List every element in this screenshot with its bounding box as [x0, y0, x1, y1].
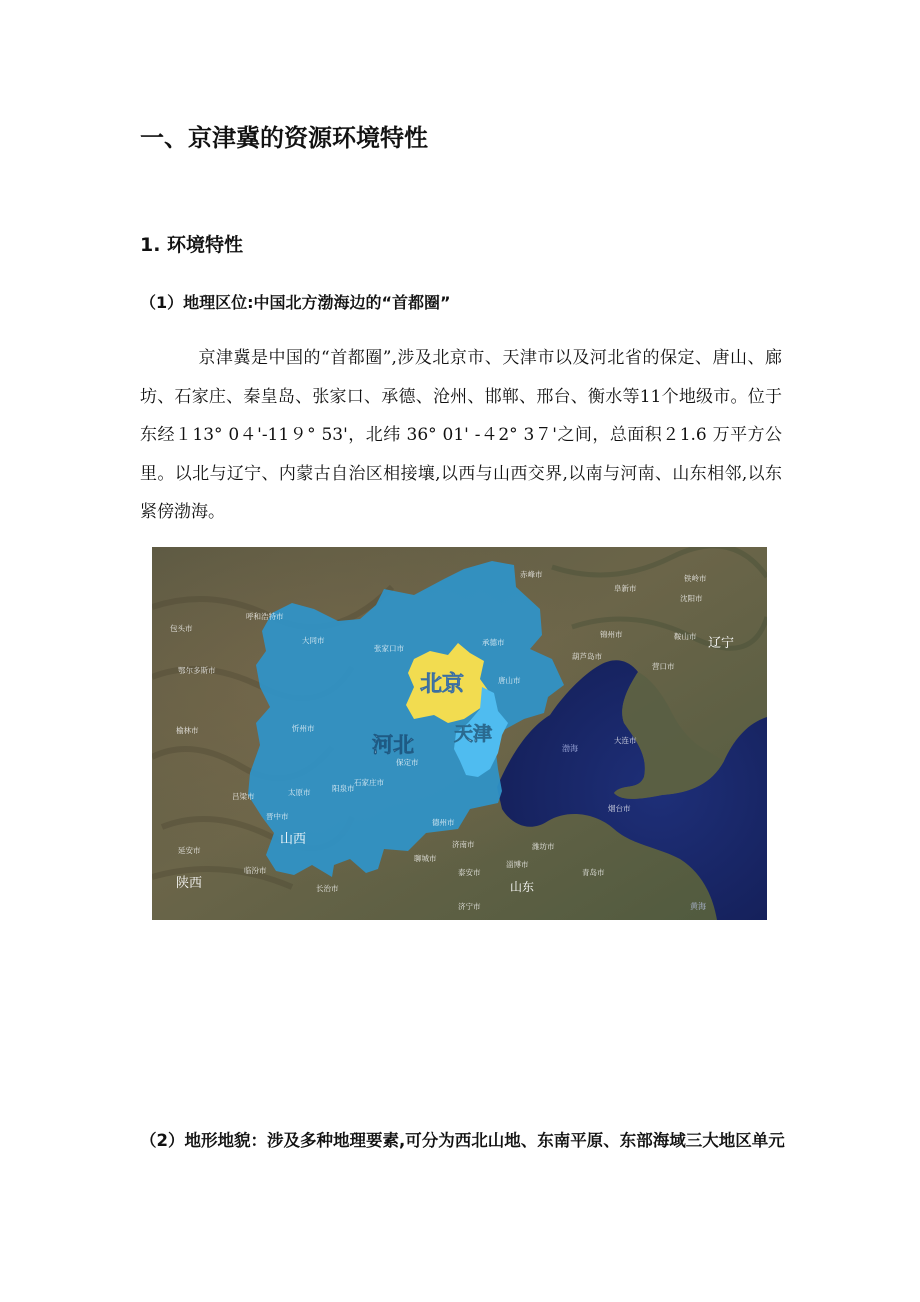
city-jinan: 济南市	[452, 840, 475, 849]
city-chifeng: 赤峰市	[520, 570, 543, 579]
city-yingkou: 营口市	[652, 662, 675, 671]
city-jinzhou: 锦州市	[600, 630, 623, 639]
city-zhangjiakou: 张家口市	[374, 644, 404, 653]
section-heading: 一、京津冀的资源环境特性	[140, 124, 428, 152]
city-fuxin: 阜新市	[614, 584, 637, 593]
city-anshan: 鞍山市	[674, 632, 697, 641]
city-taian: 泰安市	[458, 868, 481, 877]
label-shandong: 山东	[510, 880, 535, 894]
body-paragraph-text: 京津冀是中国的“首都圈”,涉及北京市、天津市以及河北省的保定、唐山、廊坊、石家庄、秦皇岛、张家口、承德、沧州、邯郸、邢台、衡水等11个地级市。位于东经１13° 0４'-11９° 53'，北纬 36° 01' -４2° 3７'之间，总面积２1.6 万平方公里。以北与辽宁、内蒙古自治区相接壤,以西与山西交界,以南与河南、山东相邻,以东紧傍渤海。	[140, 348, 782, 522]
label-huanghai: 黄海	[690, 902, 706, 911]
city-liaocheng: 聊城市	[414, 854, 437, 863]
region-map	[152, 547, 767, 920]
city-taiyuan: 太原市	[288, 788, 311, 797]
city-dezhou: 德州市	[432, 818, 455, 827]
city-xinzhou: 忻州市	[292, 724, 315, 733]
city-tieling: 铁岭市	[684, 574, 707, 583]
city-linfen: 临汾市	[244, 866, 267, 875]
label-shanxi: 山西	[280, 832, 307, 847]
city-yulin: 榆林市	[176, 726, 199, 735]
region-map-svg	[152, 547, 767, 920]
city-changzhi: 长治市	[316, 884, 339, 893]
city-tangshan: 唐山市	[498, 676, 521, 685]
topic-heading-location: （1）地理区位:中国北方渤海边的“首都圈”	[140, 293, 451, 312]
label-bohai: 渤海	[562, 744, 578, 753]
label-tianjin: 天津	[454, 723, 493, 745]
city-baotou: 包头市	[170, 624, 193, 633]
body-paragraph	[140, 339, 782, 532]
label-hebei: 河北	[372, 733, 414, 757]
city-chengde: 承德市	[482, 638, 505, 647]
label-shaanxi: 陕西	[176, 876, 203, 891]
city-jining: 济宁市	[458, 902, 481, 911]
city-hohhot: 呼和浩特市	[246, 612, 284, 621]
city-huludao: 葫芦岛市	[572, 652, 602, 661]
city-weifang: 潍坊市	[532, 842, 555, 851]
city-ordos: 鄂尔多斯市	[178, 666, 216, 675]
city-zibo: 淄博市	[506, 860, 529, 869]
city-shijiazhuang: 石家庄市	[354, 778, 384, 787]
subsection-heading: 1. 环境特性	[140, 234, 244, 256]
city-yantai: 烟台市	[608, 804, 631, 813]
city-lvliang: 吕梁市	[232, 792, 255, 801]
city-dalian: 大连市	[614, 736, 637, 745]
topic-heading-terrain: （2）地形地貌：涉及多种地理要素,可分为西北山地、东南平原、东部海域三大地区单元	[140, 1131, 785, 1150]
city-yanan: 延安市	[178, 846, 201, 855]
city-shenyang: 沈阳市	[680, 594, 703, 603]
city-datong: 大同市	[302, 636, 325, 645]
city-baoding: 保定市	[396, 758, 419, 767]
label-beijing: 北京	[420, 672, 465, 697]
city-jinzhong: 晋中市	[266, 812, 289, 821]
label-liaoning: 辽宁	[708, 636, 735, 651]
city-qingdao: 青岛市	[582, 868, 605, 877]
city-yangquan: 阳泉市	[332, 784, 355, 793]
